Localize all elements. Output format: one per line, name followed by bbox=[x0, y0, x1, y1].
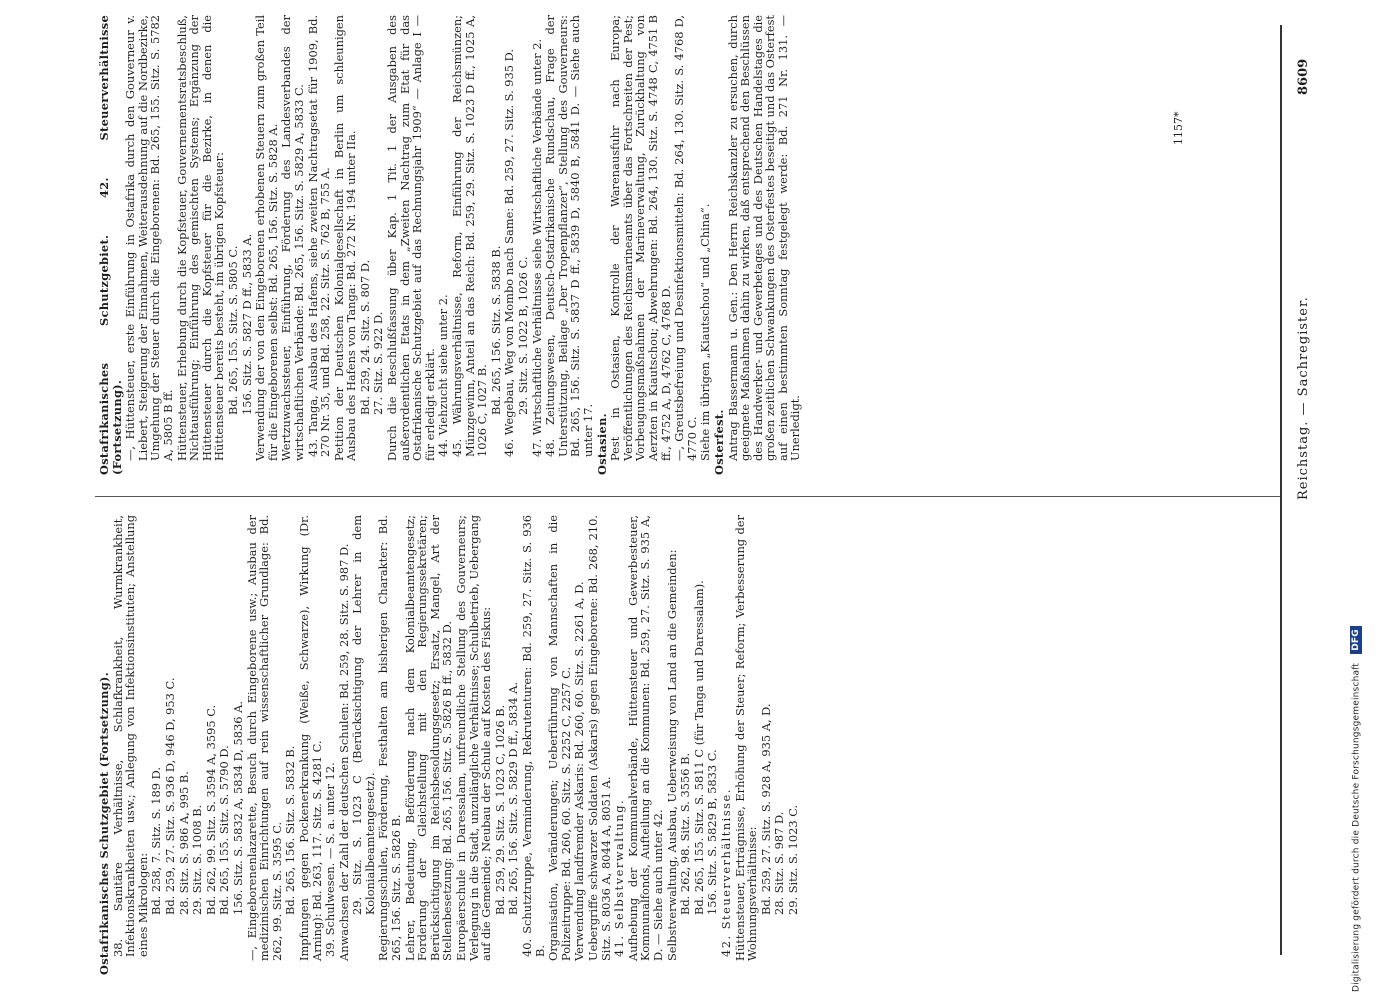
list-item: Regierungsschulen, Förderung, Festhalten am bisherigen Charakter: Bd. 265, 156. Sitz. S. 5826 B. bbox=[376, 515, 404, 961]
reference-line: Bd. 259, 27. Sitz. S. 936 D, 946 D, 953 C. bbox=[162, 677, 177, 915]
list-item: —, Eingeborenenlazarette, Besuch durch Eingeborene usw.; Ausbau der medizinischen Einrichtungen auf rein wissenschaftlicher Grundlage: Bd. 262, 99. Sitz. S. 3595 C. bbox=[244, 515, 284, 961]
reference-line: 28. Sitz. S. 987 D. bbox=[772, 811, 787, 915]
reference-line: Bd. 265, 156. Sitz. S. 5838 B. bbox=[488, 245, 503, 415]
list-item: 48. Zeitungswesen, Deutsch-Ostafrikanische Rundschau, Frage der Unterstützung, Beilage „Der Tropenpflanzer“, Stellung des Gouverneurs: Bd. 265, 156. Sitz. S. 5837 D ff., 5839 D, 5840 B, 5841 D. — Siehe auch unter 17. bbox=[543, 15, 595, 457]
reference-line: 28. Sitz. S. 986 A, 995 B. bbox=[176, 771, 191, 915]
list-item: Organisation, Veränderungen; Ueberführung von Mannschaften in die Polizeitruppe: Bd. 260, 60. Sitz. S. 2252 C, 2257 C. bbox=[546, 515, 573, 961]
list-item: Anwachsen der Zahl der deutschen Schulen: Bd. 259, 28. Sitz. S. 987 D. bbox=[336, 543, 351, 961]
reference-line: Bd. 262, 99. Sitz. S. 3594 A, 3595 C. bbox=[203, 704, 218, 915]
header-rule bbox=[1280, 25, 1282, 955]
list-item: 47. Wirtschaftliche Verhältnisse siehe Wirtschaftliche Verbände unter 2. bbox=[529, 38, 544, 457]
list-item: 39. Schulwesen. — S. a. unter 12. bbox=[323, 762, 338, 957]
signature-mark: 1157* bbox=[1172, 111, 1185, 145]
reference-line: 29. Sitz. S. 1023 C (Berücksichtigung der Lehrer in dem Kolonialbeamtengesetz). bbox=[350, 515, 377, 915]
reference-line: Bd. 259, 29. Sitz. S. 1023 C, 1026 B. bbox=[492, 704, 507, 915]
list-item: 45. Währungsverhältnisse, Reform, Einführung der Reichsmünzen; Münzgewinn, Anteil an das Reich: Bd. 259, 29. Sitz. S. 1023 D ff., 1025 A, 1026 C, 1027 B. bbox=[450, 15, 490, 457]
page-number: 8609 bbox=[1296, 58, 1311, 95]
list-item: Durch die Beschlußfassung über Kap. 1 Tit. 1 der Ausgaben des außerordentlichen Etats in dem „Zweiten Nachtrag zum Etat für das Ostafrikanische Schutzgebiet auf das Rechnungsjahr 1909“ — Anlage I — für erledigt erklärt. bbox=[385, 15, 437, 461]
list-item: 44. Viehzucht siehe unter 2. bbox=[436, 294, 451, 457]
section-title-osterfest: Osterfest. bbox=[711, 409, 726, 475]
list-item: Impfungen gegen Pockenerkrankung (Weiße, Schwarze), Wirkung (Dr. Arning): Bd. 263, 117. Sitz. S. 4281 C. bbox=[296, 515, 324, 961]
list-item: Wertzuwachssteuer, Einführung, Förderung des Landesverbandes der wirtschaftlichen Verbände: Bd. 265, 156. Sitz. S. 5829 A, 5833 C. bbox=[279, 15, 306, 461]
digitization-credit bbox=[1350, 626, 1362, 992]
list-item: Pest in Ostasien, Kontrolle der Warenausfuhr nach Europa; Veröffentlichungen des Reichsmarineamts über das Fortschreiten der Pest; Vorbeugungsmaßnahmen der Marineverwaltung, Zurückhaltung von Aerzten in Kiautschou; Abwehrungen: Bd. 264, 130. Sitz. S. 4748 C, 4751 B ff., 4752 A, D, 4762 C, 4768 D. bbox=[608, 15, 673, 461]
list-item: Petition der Deutschen Kolonialgesellschaft in Berlin um schleunigen Ausbau des Hafens von Tanga: Bd. 272 Nr. 194 unter IIa. bbox=[331, 15, 359, 461]
section-title: Ostafrikanisches Schutzgebiet. 42. Steuerverhältnisse (Fortsetzung). bbox=[97, 15, 124, 475]
credit-text: Digitalisierung gefördert durch die Deutsche Forschungsgemeinschaft bbox=[1351, 662, 1362, 992]
list-item: 43. Tanga, Ausbau des Hafens, siehe zweiten Nachtragsetat für 1909, Bd. 270 Nr. 35, und Bd. 258, 22. Sitz. S. 762 B, 755 A. bbox=[305, 15, 333, 457]
list-item: Lehrer, Bedeutung, Beförderung nach dem Kolonialbeamtengesetz; Forderung der Gleichstellung mit den Regierungssekretären; Berücksichtigung im Reichsbesoldungsgesetz; Ersatz, Mangel, Art der Stellenbesetzung: Bd. 265, 156. Sitz. S. 5826 B ff., 5832 D. bbox=[402, 515, 455, 961]
reference-line: Bd. 265, 155. Sitz. S. 5790 D. bbox=[217, 745, 232, 915]
reference-line: Bd. 259, 24. Sitz. S. 807 D. bbox=[357, 259, 372, 415]
reference-line: 27. Sitz. S. 922 D. bbox=[371, 311, 386, 415]
list-item: Europäerschule in Daressalam, unfreundliche Stellung des Gouverneurs; Verlegung in die Stadt, unzulängliche Verhältnisse; Schulbetrieb, Uebergang auf die Gemeinde; Neubau der Schule auf Kosten des Fiskus: bbox=[454, 515, 494, 961]
reference-line: Bd. 265, 155. Sitz. S. 5811 C (für Tanga und Daressalam). bbox=[691, 580, 706, 915]
reference-line: 156. Sitz. S. 5832 A, 5834 D, 5836 A. bbox=[230, 701, 245, 915]
reference-line: Bd. 259, 27. Sitz. S. 928 A, 935 A, D. bbox=[758, 703, 773, 915]
list-item: Verwendung landfremder Askaris: Bd. 260, 60. Sitz. S. 2261 A, D. bbox=[572, 581, 587, 961]
list-item: —, Greutsbefreiung und Desinfektionsmitteln: Bd. 264, 130. Sitz. S. 4768 D, 4770 C. bbox=[672, 15, 699, 461]
list-item: Uebergriffe schwarzer Soldaten (Askaris) gegen Eingeborene: Bd. 268, 210. Sitz. S. 8036 A, 8044 A, 8051 A. bbox=[585, 515, 613, 961]
reference-line: Bd. 258, 7. Sitz. S. 189 D. bbox=[149, 767, 164, 915]
reference-line: Bd. 265, 156. Sitz. S. 5829 D ff., 5834 A. bbox=[506, 681, 521, 915]
list-item: 40. Schutztruppe, Verminderung, Rekrutenturen: Bd. 259, 27. Sitz. S. 936 B. bbox=[520, 515, 547, 957]
list-item: Hüttensteuer, Erhebung durch die Kopfsteuer, Gouvernementsratsbeschluß, Nichtausführung; Einführung des gemischten Systems; Ergänzung der Hüttensteuer durch die Kopfsteuer für die Bezirke, in denen die Hüttensteuer bereits besteht, im übrigen Kopfsteuer: bbox=[174, 15, 227, 461]
section-title-ostasien: Ostasien. bbox=[594, 413, 609, 475]
list-item: 42. Steuerverhältnisse. bbox=[718, 788, 733, 957]
list-item: Verwendung der von den Eingeborenen erhobenen Steuern zum großen Teil für die Eingeborenen selbst: Bd. 265, 156. Sitz. S. 5828 A. bbox=[253, 15, 280, 461]
reference-line: Bd. 262, 98. Sitz. S. 3556 B. bbox=[678, 752, 693, 915]
reference-line: Bd. 265, 156. Sitz. S. 5832 B. bbox=[283, 745, 298, 915]
reference-line: Bd. 265, 155. Sitz. S. 5805 C. bbox=[225, 245, 240, 415]
list-item: Siehe im übrigen „Kiautschou“ und „China“. bbox=[698, 203, 713, 461]
list-item: —, Hüttensteuer, erste Einführung in Ostafrika durch den Gouverneur v. Liebert, Steigerung der Einnahmen, Weiterausdehnung auf die Nordbezirke, Umgehung der Steuer durch die Eingeborenen: Bd. 265, 155. Sitz. S. 5782 A, 5805 B ff. bbox=[123, 15, 175, 461]
reference-line: 29. Sitz. S. 1022 B, 1026 C. bbox=[516, 256, 530, 415]
right-column bbox=[98, 15, 803, 475]
list-item: Aufhebung der Kommunalverbände, Hüttensteuer und Gewerbesteuer, Kommunalfonds, Aufteilung an die Kommunen: Bd. 259, 27. Sitz. S. 935 A, D. — Siehe auch unter 42. bbox=[625, 515, 665, 961]
reference-line: 156. Sitz. S. 5829 B, 5833 C. bbox=[705, 749, 720, 915]
column-divider bbox=[95, 496, 1280, 497]
list-item: 38. Sanitäre Verhältnisse, Schlafkrankheit, Wurmkrankheit, Infektionskrankheiten usw.; Anlegung von Infektionsinstituten; Anstellung eines Mikrologen: bbox=[110, 515, 150, 957]
reference-line: 29. Sitz. S. 1008 B. bbox=[190, 804, 205, 915]
left-column bbox=[98, 515, 800, 975]
reference-line: 29. Sitz. S. 1023 C. bbox=[785, 804, 800, 915]
list-item: Selbstverwaltung, Ausbau, Ueberweisung von Land an die Gemeinden: bbox=[664, 549, 679, 961]
section-title: Ostafrikanisches Schutzgebiet (Fortsetzung). bbox=[97, 672, 111, 975]
dfg-logo: DFG bbox=[1350, 626, 1362, 654]
list-item: Hüttensteuer, Erträgnisse, Erhöhung der Steuer; Reform; Verbesserung der Wohnungsverhältnisse: bbox=[732, 515, 760, 961]
list-item: Antrag Bassermann u. Gen.: Den Herrn Reichskanzler zu ersuchen, durch geeignete Maßnahmen dahin zu wirken, daß entsprechend den Beschlüssen des Handwerker- und Gewerbetages und des Deutschen Handelstages die großen zeitlichen Schwankungen des Osterfestes beseitigt und das Osterfest auf einen bestimmten Sonntag festgelegt werde: Bd. 271 Nr. 131. — Unerledigt. bbox=[725, 15, 803, 461]
list-item: 46. Wegebau, Weg von Mombo nach Same: Bd. 259, 27. Sitz. S. 935 D. bbox=[502, 48, 517, 457]
running-header: Reichstag. — Sachregister. bbox=[1296, 296, 1311, 500]
reference-line: 156. Sitz. S. 5827 D ff., 5833 A. bbox=[239, 233, 254, 415]
list-item: 41. Selbstverwaltung. bbox=[612, 798, 627, 957]
